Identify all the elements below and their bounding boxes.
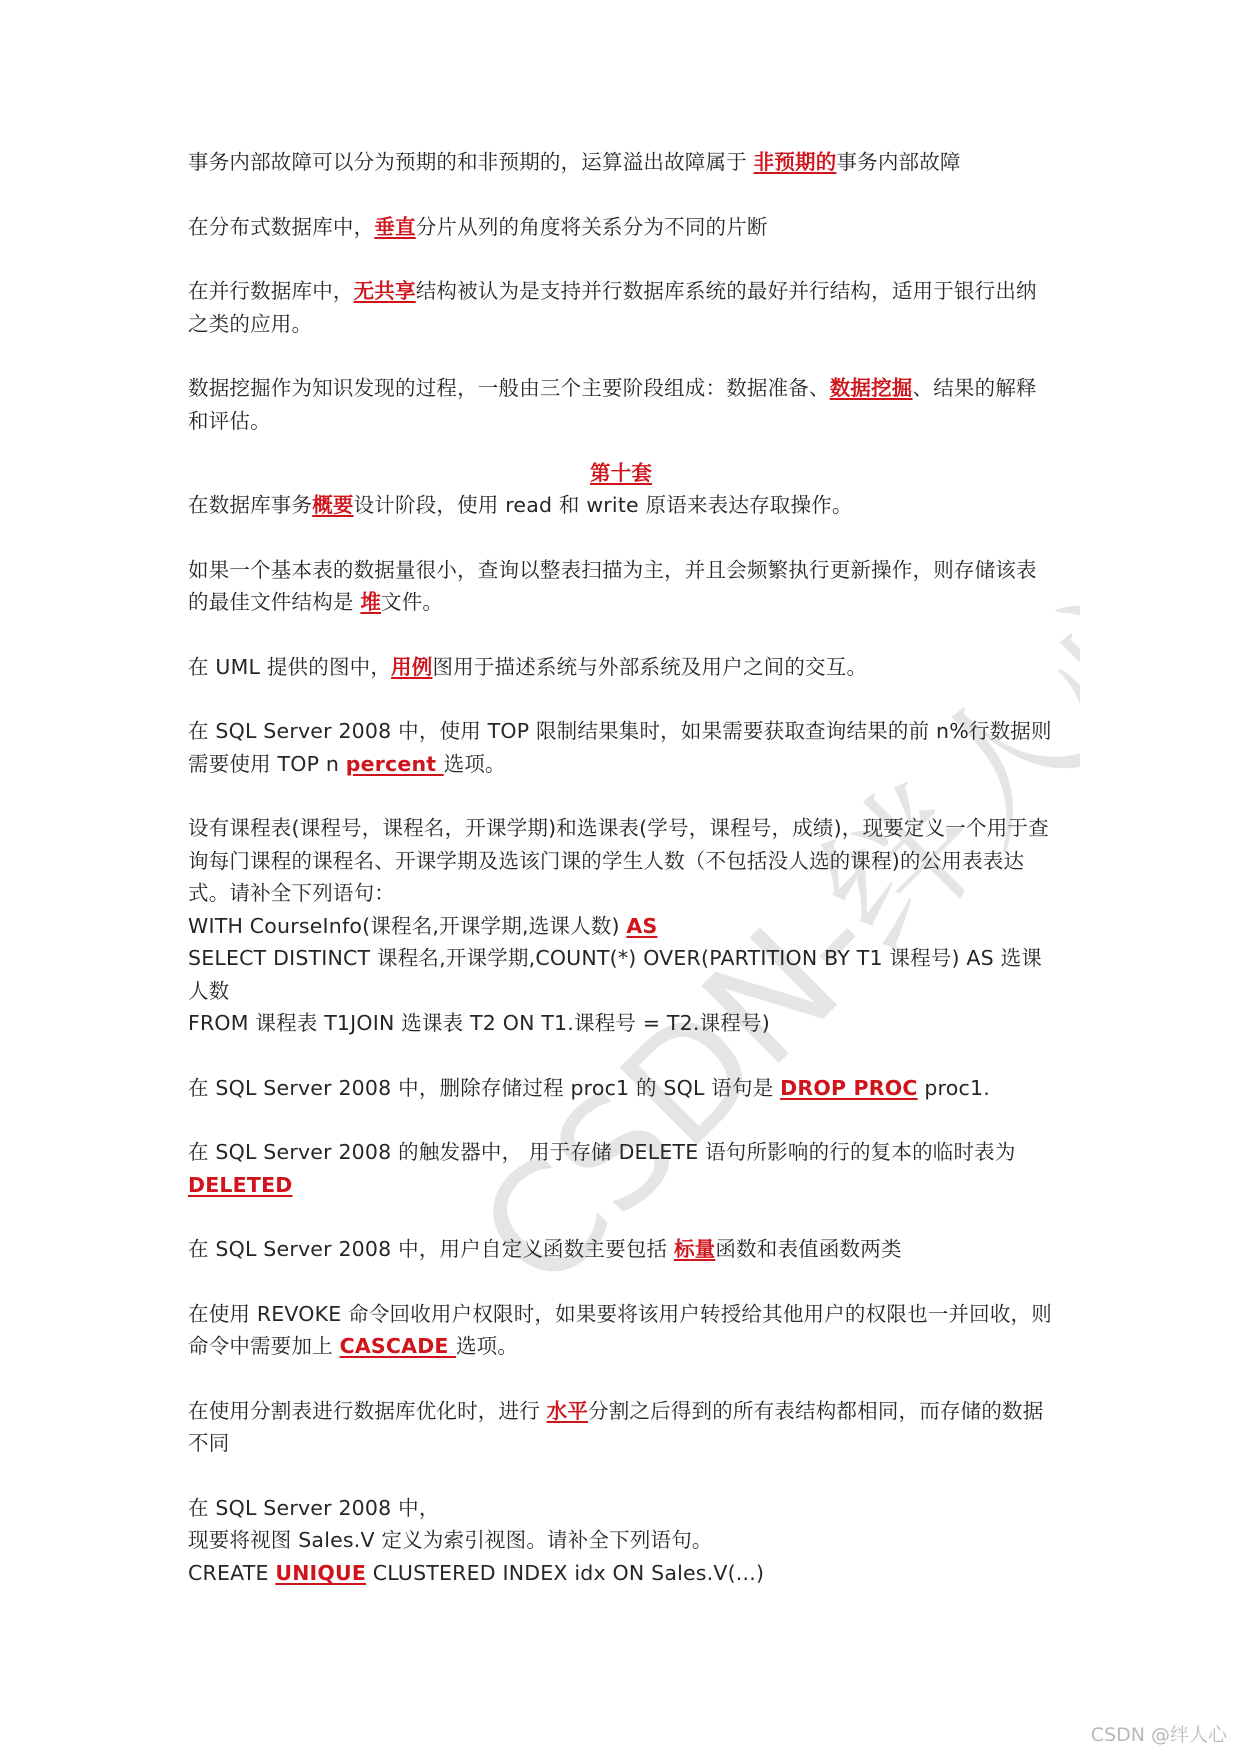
- answer: CASCADE: [339, 1334, 456, 1358]
- question-4: [188, 372, 1054, 437]
- question-10: [188, 1136, 1054, 1201]
- question-text: 在 SQL Server 2008 中，使用 TOP 限制结果集时，如果需要获取查询结果的前 n%行数据则需要使用 TOP n: [188, 719, 1052, 776]
- question-text: 在 SQL Server 2008 中，: [188, 1495, 440, 1520]
- question-text: 事务内部故障: [836, 150, 961, 174]
- answer: DELETED: [188, 1172, 293, 1197]
- sql-line: FROM 课程表 T1JOIN 选课表 T2 ON T1.课程号 = T2.课程号): [188, 1011, 770, 1035]
- question-text: 在 SQL Server 2008 的触发器中， 用于存储 DELETE 语句所影响的行的复本的临时表为: [188, 1140, 1016, 1164]
- question-text: 如果一个基本表的数据量很小，查询以整表扫描为主，并且会频繁执行更新操作，则存储该表的最佳文件结构是: [188, 557, 1037, 614]
- answer: percent: [345, 751, 444, 776]
- question-9: [188, 1072, 1054, 1105]
- question-text: 在分布式数据库中，: [188, 214, 375, 239]
- question-text: 分片从列的角度将关系分为不同的片断: [415, 214, 768, 239]
- answer: DROP PROC: [780, 1075, 918, 1100]
- answer: 概要: [312, 493, 354, 517]
- answer: 数据挖掘: [829, 376, 913, 400]
- question-13: [188, 1395, 1054, 1460]
- question-7: [188, 651, 1054, 684]
- footer-watermark: CSDN @绊人心: [1090, 1724, 1227, 1746]
- question-8: [188, 715, 1054, 780]
- answer: 无共享: [353, 279, 416, 303]
- question-text: WITH CourseInfo(课程名,开课学期,选课人数): [188, 913, 627, 938]
- question-text: 结构被认为是支持并行数据库系统的最好并行结构，适用于银行出纳之类的应用。: [188, 279, 1037, 336]
- question-12: [188, 1298, 1054, 1363]
- question-text: 在 SQL Server 2008 中，删除存储过程 proc1 的 SQL 语句是: [188, 1075, 781, 1100]
- answer: 非预期的: [753, 150, 837, 174]
- question-text: 选项。: [443, 751, 506, 776]
- question-text: 分割之后得到的所有表结构都相同，而存储的数据不同: [188, 1398, 1044, 1455]
- question-text: 在数据库事务: [188, 493, 313, 517]
- question-text: 在使用 REVOKE 命令回收用户权限时，如果要将该用户转授给其他用户的权限也一并回收，则命令中需要加上: [188, 1301, 1052, 1358]
- answer: 垂直: [374, 214, 416, 239]
- question-text: 现要将视图 Sales.V 定义为索引视图。请补全下列语句。: [188, 1528, 713, 1552]
- question-text: 、结果的解释和评估。: [188, 376, 1037, 433]
- question-1: [188, 146, 1054, 179]
- question-text: 在 SQL Server 2008 中，用户自定义函数主要包括: [188, 1237, 674, 1261]
- question-text: CLUSTERED INDEX idx ON Sales.V(...): [366, 1560, 765, 1585]
- sql-line: SELECT DISTINCT 课程名,开课学期,COUNT(*) OVER(PARTITION BY T1 课程号) AS 选课人数: [188, 946, 1042, 1003]
- question-3: [188, 275, 1054, 340]
- question-5: [188, 489, 1054, 522]
- question-6: [188, 554, 1054, 619]
- question-text: 图用于描述系统与外部系统及用户之间的交互。: [432, 654, 868, 679]
- question-text: 在使用分割表进行数据库优化时，进行: [188, 1398, 547, 1423]
- answer: 标量: [673, 1237, 716, 1261]
- answer: UNIQUE: [275, 1560, 367, 1585]
- answer: 用例: [391, 654, 433, 679]
- section-heading: [188, 457, 1054, 489]
- section-title: 第十套: [589, 461, 653, 485]
- watermark-text: CSDN-绊人心: [447, 540, 1080, 1280]
- question-text: 事务内部故障可以分为预期的和非预期的，运算溢出故障属于: [188, 150, 754, 174]
- question-text: 函数和表值函数两类: [715, 1237, 902, 1261]
- sql-line: [188, 1557, 1054, 1590]
- question-text: 在并行数据库中，: [188, 279, 354, 303]
- answer: 堆: [360, 590, 382, 614]
- document-body: [188, 146, 1054, 1621]
- question-text: 文件。: [381, 590, 444, 614]
- question-text: proc1.: [917, 1075, 990, 1100]
- question-text: 在 UML 提供的图中，: [188, 654, 392, 679]
- question-cte: [188, 812, 1054, 1040]
- question-text: 设计阶段，使用 read 和 write 原语来表达存取操作。: [353, 493, 853, 517]
- question-text: CREATE: [188, 1560, 276, 1585]
- question-14: [188, 1492, 1054, 1590]
- question-2: [188, 211, 1054, 244]
- question-text: 设有课程表(课程号，课程名，开课学期)和选课表(学号，课程号，成绩)，现要定义一个用于查询每门课程的课程名、开课学期及选该门课的学生人数（不包括没人选的课程)的公用表表达式。请补全下列语句：: [188, 816, 1049, 905]
- question-11: [188, 1233, 1054, 1266]
- question-text: 选项。: [455, 1334, 519, 1358]
- answer: 水平: [546, 1398, 589, 1423]
- question-text: 数据挖掘作为知识发现的过程，一般由三个主要阶段组成：数据准备、: [188, 376, 830, 400]
- sql-line: [188, 910, 1054, 943]
- answer: AS: [626, 913, 658, 938]
